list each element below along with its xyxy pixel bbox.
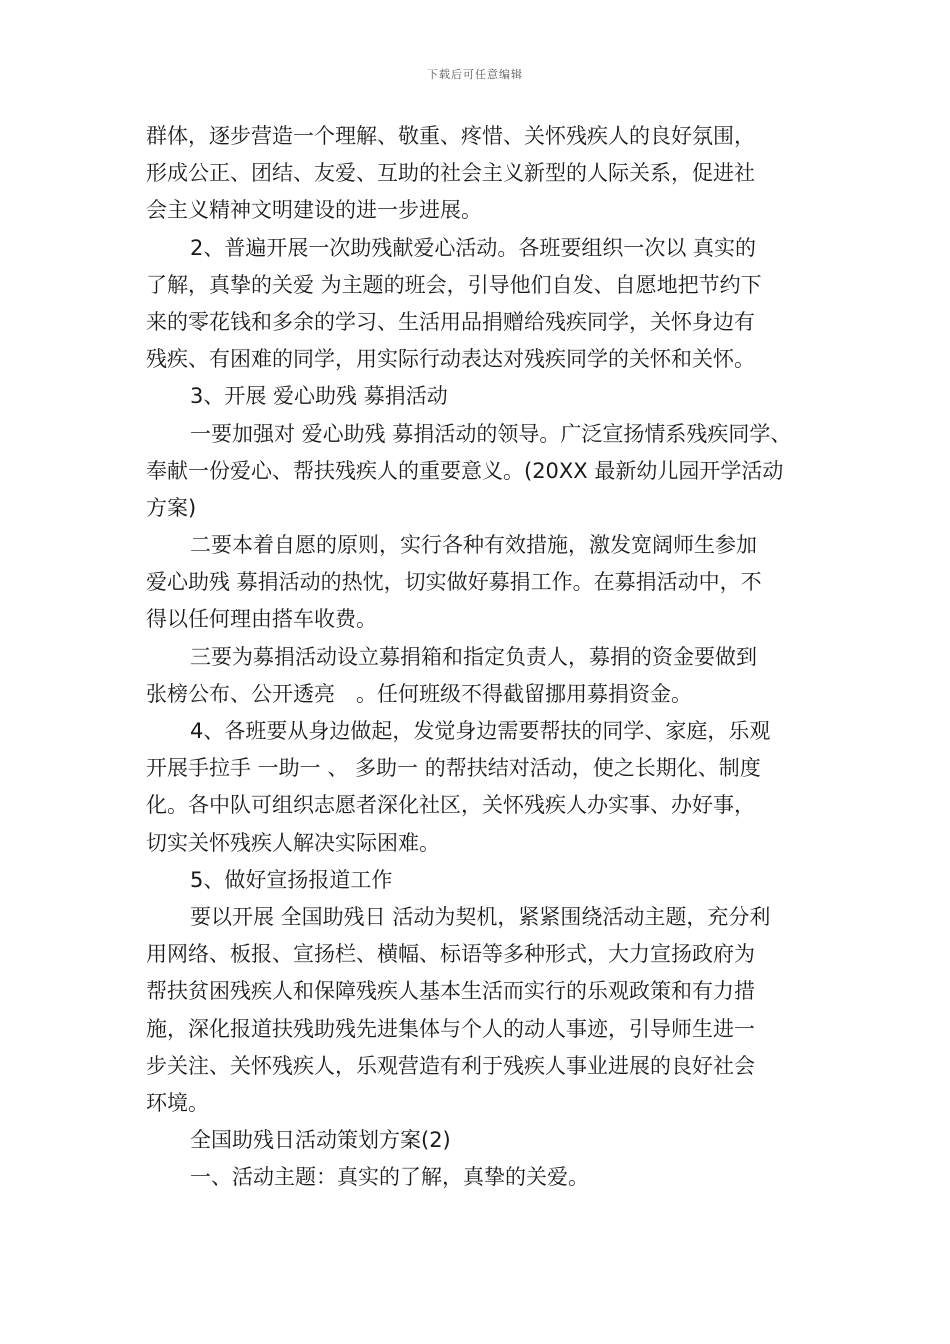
text-line: 用网络、板报、宣扬栏、横幅、标语等多种形式，大力宣扬政府为 (146, 942, 755, 967)
text-line: 方案) (146, 495, 197, 520)
text-line: 张榜公布、公开透亮 。任何班级不得截留挪用募捐资金。 (146, 681, 692, 706)
section-heading-line: 一、活动主题：真实的了解，真挚的关爱。 (190, 1165, 589, 1190)
text-line: 化。各中队可组织志愿者深化社区，关怀残疾人办实事、办好事， (146, 793, 755, 818)
paragraph-start-line: 2、普遍开展一次助残献爱心活动。各班要组织一次以 真实的 (190, 235, 757, 260)
text-line: 形成公正、团结、友爱、互助的社会主义新型的人际关系，促进社 (146, 161, 755, 186)
paragraph-start-line: 一要加强对 爱心助残 募捐活动的领导。广泛宣扬情系残疾同学、 (190, 421, 792, 446)
text-line: 群体，逐步营造一个理解、敬重、疼惜、关怀残疾人的良好氛围， (146, 124, 755, 148)
text-line: 了解，真挚的关爱 为主题的班会，引导他们自发、自愿地把节约下 (146, 272, 762, 297)
text-line: 残疾、有困难的同学，用实际行动表达对残疾同学的关怀和关怀。 (146, 347, 755, 372)
section-heading-line: 5、做好宣扬报道工作 (190, 867, 393, 892)
document-subtitle-line: 全国助残日活动策划方案(2) (190, 1128, 451, 1153)
page-header: 下载后可任意编辑 (427, 68, 523, 81)
text-line: 步关注、关怀残疾人，乐观营造有利于残疾人事业进展的良好社会 (146, 1053, 755, 1078)
text-line: 奉献一份爱心、帮扶残疾人的重要意义。(20XX 最新幼儿园开学活动 (146, 458, 784, 483)
paragraph-start-line: 要以开展 全国助残日 活动为契机，紧紧围绕活动主题，充分利 (190, 904, 771, 929)
text-line: 环境。 (146, 1090, 209, 1115)
text-line: 切实关怀残疾人解决实际困难。 (146, 830, 440, 855)
text-line: 帮扶贫困残疾人和保障残疾人基本生活而实行的乐观政策和有力措 (146, 979, 755, 1004)
text-line: 得以任何理由搭车收费。 (146, 607, 377, 632)
paragraph-start-line: 三要为募捐活动设立募捐箱和指定负责人，募捐的资金要做到 (190, 644, 757, 669)
text-line: 会主义精神文明建设的进一步进展。 (146, 198, 482, 223)
text-line: 来的零花钱和多余的学习、生活用品捐赠给残疾同学，关怀身边有 (146, 309, 755, 334)
document-body (146, 118, 818, 1196)
text-line: 施，深化报道扶残助残先进集体与个人的动人事迹，引导师生进一 (146, 1016, 755, 1041)
text-line: 爱心助残 募捐活动的热忱，切实做好募捐工作。在募捐活动中，不 (146, 570, 762, 595)
text-line: 开展手拉手 一助一 、 多助一 的帮扶结对活动，使之长期化、制度 (146, 756, 761, 781)
paragraph-start-line: 二要本着自愿的原则，实行各种有效措施，激发宽阔师生参加 (190, 533, 757, 558)
paragraph-start-line: 4、各班要从身边做起，发觉身边需要帮扶的同学、家庭，乐观 (190, 719, 771, 743)
section-heading-line: 3、开展 爱心助残 募捐活动 (190, 384, 448, 409)
